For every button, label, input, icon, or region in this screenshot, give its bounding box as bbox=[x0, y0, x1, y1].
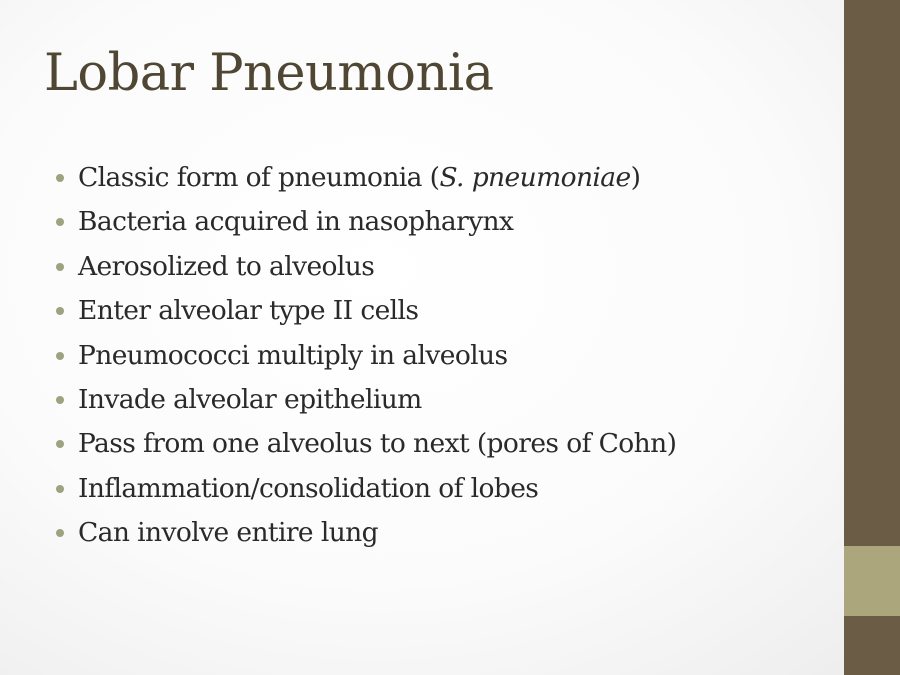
bullet-icon bbox=[56, 485, 64, 493]
bullet-text: Bacteria acquired in nasopharynx bbox=[78, 206, 514, 238]
bullet-icon bbox=[56, 307, 64, 315]
bullet-item bbox=[52, 424, 676, 468]
bullet-text-pre: Classic form of pneumonia ( bbox=[78, 162, 440, 193]
bullet-icon bbox=[56, 218, 64, 226]
bullet-item bbox=[52, 513, 676, 557]
bullet-item bbox=[52, 247, 676, 291]
bullet-icon bbox=[56, 174, 64, 182]
bullet-text: Pass from one alveolus to next (pores of Cohn) bbox=[78, 428, 677, 460]
bullet-text: Pneumococci multiply in alveolus bbox=[78, 339, 508, 371]
bullet-icon bbox=[56, 529, 64, 537]
bullet-item bbox=[52, 469, 676, 513]
bullet-icon bbox=[56, 396, 64, 404]
bullet-icon bbox=[56, 263, 64, 271]
bullet-icon bbox=[56, 352, 64, 360]
bullet-list bbox=[52, 158, 676, 558]
bullet-item bbox=[52, 202, 676, 246]
bullet-text: Can involve entire lung bbox=[78, 517, 379, 549]
bullet-item bbox=[52, 336, 676, 380]
bullet-item bbox=[52, 291, 676, 335]
bullet-item bbox=[52, 158, 676, 202]
bullet-text-post: ) bbox=[630, 162, 641, 193]
slide-title: Lobar Pneumonia bbox=[44, 44, 494, 103]
bullet-text: Inflammation/consolidation of lobes bbox=[78, 472, 539, 504]
side-accent-block bbox=[844, 546, 900, 616]
bullet-text: Invade alveolar epithelium bbox=[78, 383, 422, 415]
bullet-icon bbox=[56, 440, 64, 448]
bullet-text-italic: S. pneumoniae bbox=[439, 162, 631, 193]
bullet-item bbox=[52, 380, 676, 424]
bullet-text: Aerosolized to alveolus bbox=[78, 250, 375, 282]
bullet-text: Enter alveolar type II cells bbox=[78, 295, 419, 327]
